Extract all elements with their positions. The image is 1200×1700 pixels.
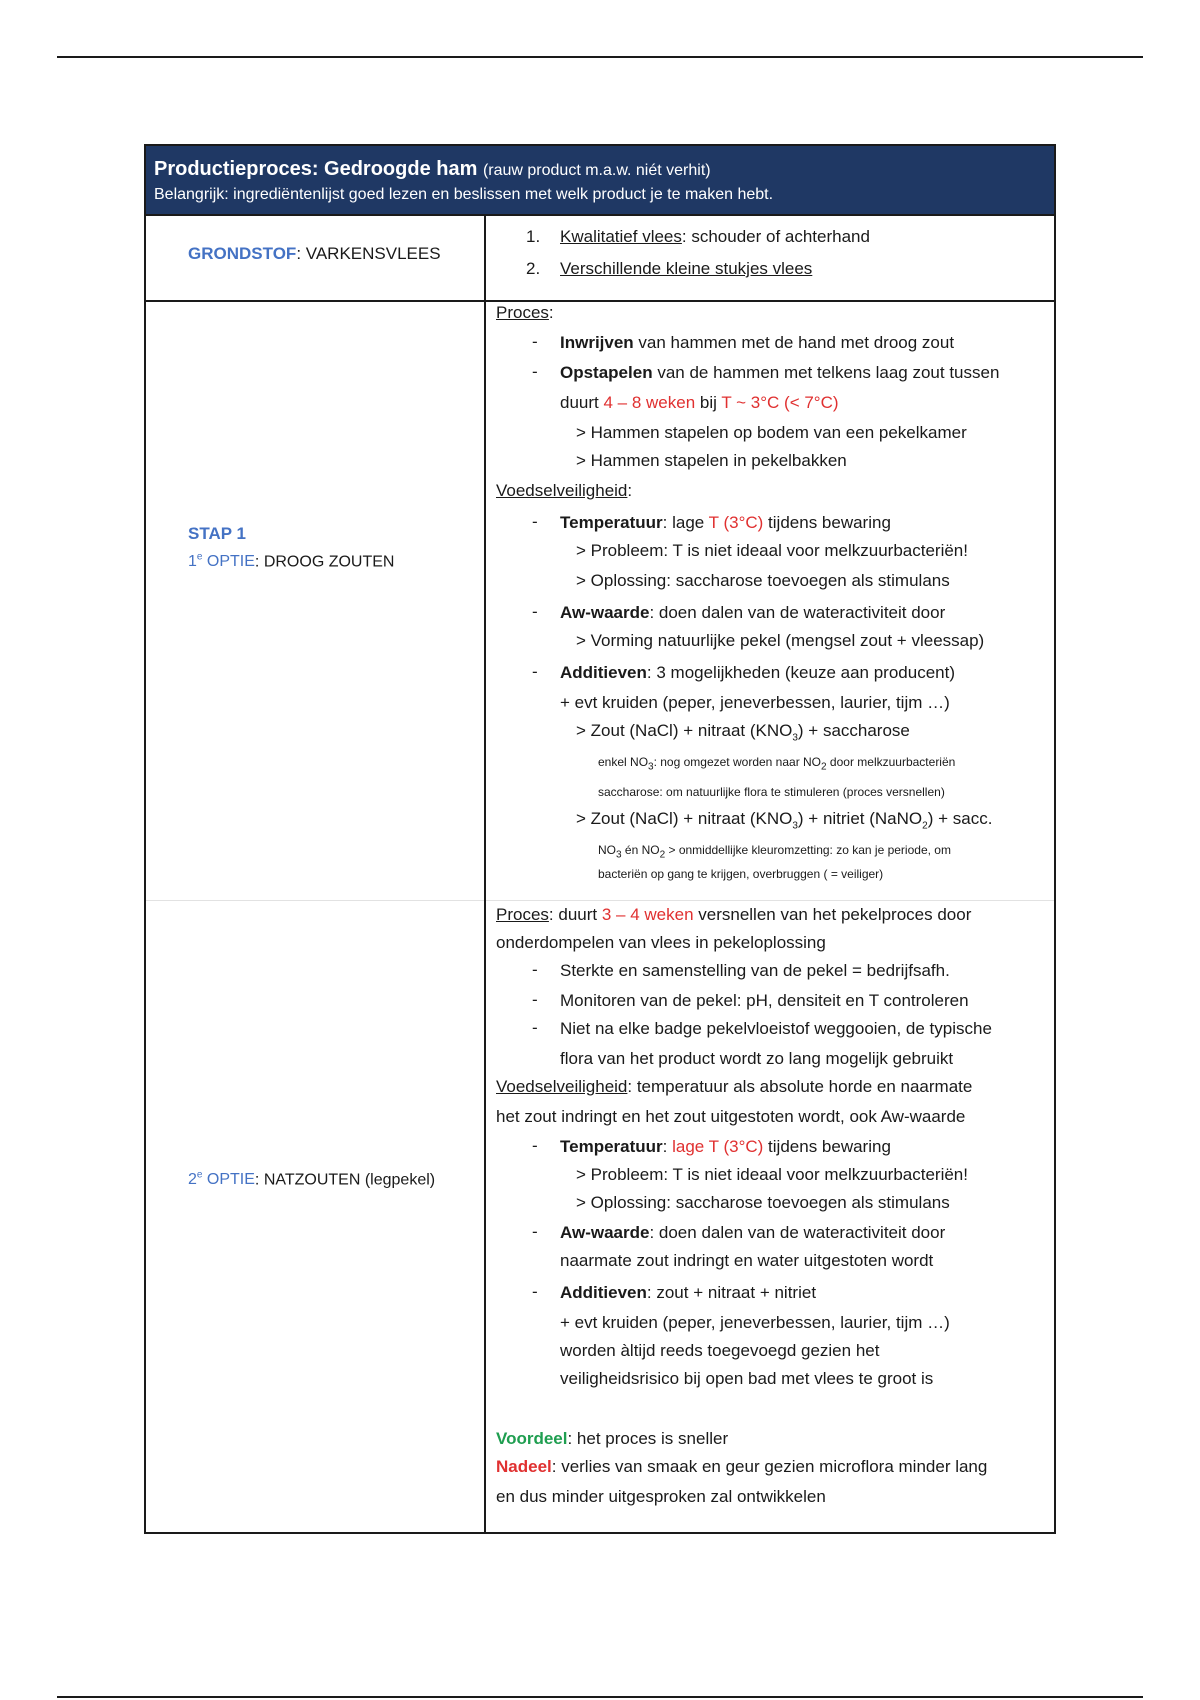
grondstof-item-2-text: Verschillende kleine stukjes vlees (560, 259, 813, 278)
note-bacterien: bacteriën op gang te krijgen, overbruggen ( = veiliger) (598, 867, 884, 881)
note-no3-no2: $NO_3$ én $NO_2$ > onmiddellijke kleuromzetting: zo kan je periode, om (598, 843, 951, 861)
additieven-line: Additieven: 3 mogelijkheden (keuze aan producent) (560, 663, 955, 682)
monitoren-line: Monitoren van de pekel: pH, densiteit en T controleren (560, 991, 969, 1010)
bullet-dash: - (532, 960, 538, 979)
proces-heading: Proces: (496, 303, 554, 322)
top-rule (57, 56, 1143, 58)
temperatuur-line: Temperatuur: lage T (3°C) tijdens bewaring (560, 513, 891, 532)
page-title (154, 156, 1046, 184)
bullet-dash: - (532, 332, 538, 351)
stap1-cell (146, 302, 486, 900)
kruiden-line: + evt kruiden (peper, jeneverbessen, laurier, tijm …) (560, 693, 950, 712)
voedselveiligheid-heading: Voedselveiligheid: (496, 481, 633, 500)
grondstof-item-1-text: Kwalitatief vlees: schouder of achterhand (560, 227, 870, 246)
bullet-dash: - (532, 1282, 538, 1301)
bullet-dash: - (532, 512, 538, 531)
bullet-dash: - (532, 990, 538, 1009)
bottom-rule (57, 1696, 1143, 1698)
bullet-dash: - (532, 362, 538, 381)
bullet-dash: - (532, 1018, 538, 1037)
voedselveiligheid-line: Voedselveiligheid: temperatuur als absolute horde en naarmate (496, 1077, 973, 1096)
stap1-content (486, 302, 1054, 900)
grondstof-item-1: 1. (526, 227, 541, 246)
oplossing-line: > Oplossing: saccharose toevoegen als stimulans (576, 571, 950, 590)
header-note: Belangrijk: ingrediëntenlijst goed lezen en beslissen met welk product je te maken hebt. (154, 186, 774, 203)
grondstof-label: GRONDSTOF: VARKENSVLEES (188, 244, 441, 263)
zout-nitraat-line: > Zout (NaCl) + nitraat $(KNO_3)$ + saccharose (576, 721, 910, 744)
duur-line: duurt 4 – 8 weken bij T ~ 3°C (< 7°C) (560, 393, 839, 412)
bullet-dash: - (532, 602, 538, 621)
bullet-dash: - (532, 1222, 538, 1241)
stap2-cell (146, 900, 486, 1532)
altijd-line: worden àltijd reeds toegevoegd gezien het (560, 1341, 880, 1360)
vorming-line: > Vorming natuurlijke pekel (mengsel zout + vleessap) (576, 631, 985, 650)
grondstof-items (486, 216, 1054, 302)
aw-waarde-line: Aw-waarde: doen dalen van de wateractiviteit door (560, 1223, 946, 1242)
note-no3: enkel $NO_3$: nog omgezet worden naar $NO_2$ door melkzuurbacteriën (598, 755, 956, 773)
note-saccharose: saccharose: om natuurlijke flora te stimuleren (proces versnellen) (598, 785, 945, 799)
sub-item-pekelkamer: > Hammen stapelen op bodem van een pekelkamer (576, 423, 967, 442)
process-table (144, 144, 1056, 1534)
aw-waarde-line-2: naarmate zout indringt en water uitgestoten wordt (560, 1251, 934, 1270)
voordeel-line: Voordeel: het proces is sneller (496, 1429, 729, 1448)
nadeel-line-2: en dus minder uitgesproken zal ontwikkelen (496, 1487, 826, 1506)
temperatuur-line: Temperatuur: lage T (3°C) tijdens bewaring (560, 1137, 891, 1156)
kruiden-line: + evt kruiden (peper, jeneverbessen, laurier, tijm …) (560, 1313, 950, 1332)
badge-line-2: flora van het product wordt zo lang mogelijk gebruikt (560, 1049, 954, 1068)
sterkte-line: Sterkte en samenstelling van de pekel = bedrijfsafh. (560, 961, 950, 980)
sub-item-pekelbakken: > Hammen stapelen in pekelbakken (576, 451, 847, 470)
probleem-line: > Probleem: T is niet ideaal voor melkzuurbacteriën! (576, 1165, 968, 1184)
stap2-content (486, 900, 1054, 1532)
risico-line: veiligheidsrisico bij open bad met vlees te groot is (560, 1369, 934, 1388)
nadeel-line: Nadeel: verlies van smaak en geur gezien microflora minder lang (496, 1457, 988, 1476)
oplossing-line: > Oplossing: saccharose toevoegen als stimulans (576, 1193, 950, 1212)
badge-line: Niet na elke badge pekelvloeistof weggooien, de typische (560, 1019, 992, 1038)
grondstof-item-2: 2. (526, 259, 541, 278)
bullet-dash: - (532, 662, 538, 681)
option-2-label: 2e OPTIE: NATZOUTEN (legpekel) (188, 1170, 436, 1189)
grondstof-cell (146, 216, 486, 302)
inwrijven-line: Inwrijven van hammen met de hand met droog zout (560, 333, 955, 352)
bullet-dash: - (532, 1136, 538, 1155)
step-1-label: STAP 1 (188, 524, 246, 543)
voedselveiligheid-line-2: het zout indringt en het zout uitgestoten wordt, ook Aw-waarde (496, 1107, 966, 1126)
probleem-line: > Probleem: T is niet ideaal voor melkzuurbacteriën! (576, 541, 968, 560)
title-text: Productieproces: Gedroogde ham (154, 158, 478, 180)
opstapelen-line: Opstapelen van de hammen met telkens laag zout tussen (560, 363, 1000, 382)
title-subtitle: (rauw product m.a.w. niét verhit) (482, 162, 711, 179)
option-1-label: 1e OPTIE: DROOG ZOUTEN (188, 552, 395, 571)
proces-line: Proces: duurt 3 – 4 weken versnellen van het pekelproces door (496, 905, 972, 924)
additieven-line: Additieven: zout + nitraat + nitriet (560, 1283, 817, 1302)
table-header (146, 146, 1054, 216)
aw-waarde-line: Aw-waarde: doen dalen van de wateractiviteit door (560, 603, 946, 622)
zout-nitraat-nitriet-line: > Zout (NaCl) + nitraat $(KNO_3)$ + nitriet (NaNO$_2$) + sacc. (576, 809, 993, 832)
proces-line-2: onderdompelen van vlees in pekeloplossing (496, 933, 826, 952)
